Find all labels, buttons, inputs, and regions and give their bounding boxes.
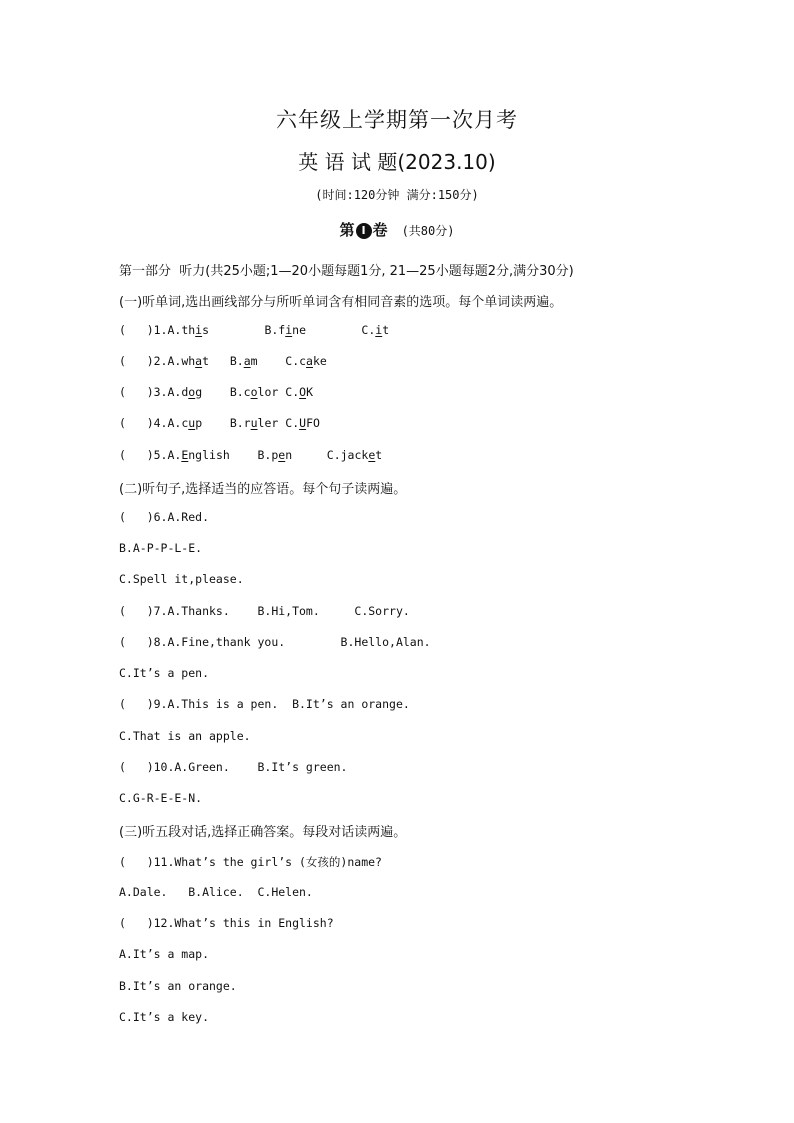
q9-line: ( )9.A.This is a pen. B.It’s an orange. xyxy=(119,697,410,711)
q3-a-pre: d xyxy=(181,385,189,399)
q5-a-post: nglish xyxy=(188,448,230,462)
q1-b-post: ne xyxy=(292,323,307,337)
q4-a-post: p xyxy=(195,416,203,430)
q1-number: ( )1.A. xyxy=(119,323,182,337)
q3-a-post: g xyxy=(195,385,203,399)
q3-number: ( )3.A. xyxy=(119,385,182,399)
q1-a-pre: th xyxy=(181,323,196,337)
q5-b-pre: B.p xyxy=(257,448,279,462)
q2-a-post: t xyxy=(202,354,210,368)
q4-c-post: FO xyxy=(306,416,320,430)
q1-a-post: s xyxy=(202,323,210,337)
q11-options: A.Dale. B.Alice. C.Helen. xyxy=(119,885,313,899)
spacer xyxy=(258,354,286,368)
q8-line: ( )8.A.Fine,thank you. B.Hello,Alan. xyxy=(119,635,431,649)
exam-meta: (时间:120分钟 满分:150分) xyxy=(315,188,479,202)
volume-prefix: 第 xyxy=(339,221,355,239)
q1-b-pre: B.f xyxy=(264,323,286,337)
volume-suffix: 卷 xyxy=(372,221,388,239)
q3-a-underlined: o xyxy=(188,385,196,399)
q2-b-underlined: a xyxy=(243,354,251,368)
question-2 xyxy=(119,354,327,372)
q7-line: ( )7.A.Thanks. B.Hi,Tom. C.Sorry. xyxy=(119,604,410,618)
q12-option-b: B.It’s an orange. xyxy=(119,979,237,993)
q6-line: ( )6.A.Red. xyxy=(119,510,210,524)
question-5 xyxy=(119,448,382,466)
q1-c-pre: C. xyxy=(361,323,376,337)
q5-b-underlined: e xyxy=(278,448,286,462)
spacer xyxy=(209,354,230,368)
volume-heading xyxy=(0,219,794,240)
q4-a-underlined: u xyxy=(188,416,196,430)
q5-c-pre: C.jack xyxy=(326,448,369,462)
volume-score: (共80分) xyxy=(401,224,455,238)
exam-title: 六年级上学期第一次月考 xyxy=(276,108,518,132)
q2-b-post: m xyxy=(250,354,258,368)
q4-b-post: ler xyxy=(257,416,279,430)
question-4 xyxy=(119,416,320,434)
q4-b-pre: B.r xyxy=(229,416,251,430)
volume-numeral: Ⅰ xyxy=(356,223,372,239)
spacer xyxy=(209,323,264,337)
q6-option-c: C.Spell it,please. xyxy=(119,572,244,586)
q6-option-b: B.A-P-P-L-E. xyxy=(119,541,203,555)
q3-c-post: K xyxy=(306,385,313,399)
spacer xyxy=(202,416,230,430)
exam-subtitle: 英 语 试 题(2023.10) xyxy=(298,150,496,174)
section3-heading: (三)听五段对话,选择正确答案。每段对话读两遍。 xyxy=(119,825,407,840)
q10-option-c: C.G-R-E-E-N. xyxy=(119,791,203,805)
q1-c-post: t xyxy=(382,323,390,337)
spacer xyxy=(306,323,361,337)
q3-b-pre: B.c xyxy=(229,385,251,399)
q2-a-underlined: a xyxy=(195,354,203,368)
spacer xyxy=(202,385,230,399)
q10-line: ( )10.A.Green. B.It’s green. xyxy=(119,760,348,774)
q2-number: ( )2.A. xyxy=(119,354,182,368)
spacer xyxy=(292,448,327,462)
section1-heading: (一)听单词,选出画线部分与所听单词含有相同音素的选项。每个单词读两遍。 xyxy=(119,295,563,310)
q4-number: ( )4.A. xyxy=(119,416,182,430)
q4-c-underlined: U xyxy=(299,416,307,430)
q2-c-post: ke xyxy=(312,354,327,368)
q5-b-post: n xyxy=(285,448,293,462)
q5-a-underlined: E xyxy=(181,448,189,462)
q12-line: ( )12.What’s this in English? xyxy=(119,916,334,930)
q12-option-c: C.It’s a key. xyxy=(119,1010,210,1024)
question-1 xyxy=(119,323,389,341)
question-3 xyxy=(119,385,313,403)
q3-c-underlined: O xyxy=(299,385,307,399)
q2-c-pre: C.c xyxy=(285,354,307,368)
q4-c-pre: C. xyxy=(285,416,300,430)
q9-option-c: C.That is an apple. xyxy=(119,729,251,743)
q8-option-c: C.It’s a pen. xyxy=(119,666,210,680)
q2-b-pre: B. xyxy=(229,354,244,368)
q4-a-pre: c xyxy=(181,416,189,430)
q3-c-pre: C. xyxy=(285,385,300,399)
q3-b-underlined: o xyxy=(250,385,258,399)
q2-c-underlined: a xyxy=(306,354,313,368)
q2-a-pre: wh xyxy=(181,354,196,368)
q1-b-underlined: i xyxy=(285,323,293,337)
q5-c-post: t xyxy=(375,448,383,462)
q4-b-underlined: u xyxy=(250,416,258,430)
q5-number: ( )5.A. xyxy=(119,448,182,462)
q11-line: ( )11.What’s the girl’s (女孩的)name? xyxy=(119,855,382,869)
q1-a-underlined: i xyxy=(195,323,203,337)
spacer xyxy=(230,448,258,462)
part1-heading: 第一部分 听力(共25小题;1—20小题每题1分, 21—25小题每题2分,满分30分) xyxy=(119,264,574,279)
q3-b-post: lor xyxy=(257,385,279,399)
q1-c-underlined: i xyxy=(375,323,383,337)
section2-heading: (二)听句子,选择适当的应答语。每个句子读两遍。 xyxy=(119,482,407,497)
q12-option-a: A.It’s a map. xyxy=(119,947,210,961)
q5-c-underlined: e xyxy=(368,448,376,462)
